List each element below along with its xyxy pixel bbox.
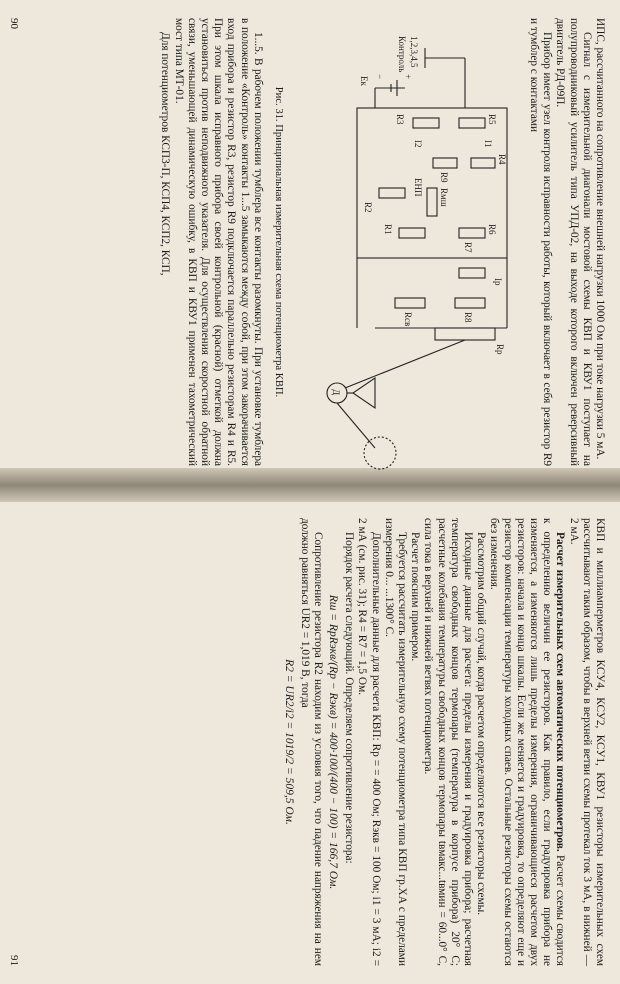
label-r2: R2 [362,202,373,213]
label-r5: R5 [486,114,497,125]
page-number: 91 [8,955,20,966]
circuit-diagram [293,18,525,486]
label-control: Контроль [396,36,407,73]
label-rsv: Rсв [402,312,413,327]
label-contacts: 1,2,3,4,5 [408,36,419,68]
page-number: 90 [8,18,20,29]
paragraph-4: Требуется рассчитать измерительную схему потенциометра типа КВП гр.ХА с пределами измерения 0... ...1300° С. [382,518,408,966]
figure-caption: Рис. 31. Принципиальная измерительная схема потенциометра КВП. [272,86,284,398]
paragraph-1: Рассмотрим общий случай, когда расчетом определяются все резисторы схемы. [475,532,488,916]
resistor-r5 [459,118,485,128]
paragraph-after: Сопротивление резистора R2 находим из условия того, что падение напряжения на нем должно равняться UR2 = 1,019 В, тогда [298,518,324,966]
label-r4: R4 [496,154,507,165]
body-text-1: 1...5. В рабочем положении тумблера все контакты разомкнуты. При установке тумблера в положение «Контроль» контакты 1...5 замыкаются между собой, при этом закорачивается вход прибора и резистор R3, резистор R9 подключается параллельно резисторам R4 и R5. При этом шкала исправного прибора своей контрольной (красной) отметкой должна установиться против неподвижного указателя. Для осуществления скоростной обратной связи, уменьшающей динамическую ошибку, в КВП и КВУ1 применен тахометрический мост типа МТ-01. [172,18,264,466]
paragraph-2: Исходные данные для расчета: пределы измерения и градуировка прибора; расчетная температура свободных концов термопары (температура в корпусе прибора) 20° С; расчетные колебания температуры свободных концов термопары tвмакс...tвмин = 60...0° С, сила тока в верхней и нижней ветвях потенциометра. [422,518,474,966]
label-r7: R7 [462,242,473,253]
label-rmsh: Rмш [438,188,449,207]
intro-text: КВП и миллиамперметров КСУ4, КСУ2, КСУ1, КВУ1 резисторы измерительных схем рассчитывают таким образом, чтобы в верхней ветви схемы протекал ток 3 мА, в нижней — 2 мА. [567,518,606,966]
formula-r2: R2 = UR2/i2 = 1019/2 = 509,5 Ом. [282,659,295,825]
section-heading-rest: Расчет схемы сводится к определению величин ее резисторов. Как правило, если градуировка прибора не изменяется, а изменяются лишь пределы измерения, ограничивающиеся расчетом двух резисторов: начала и конца шкалы. Если же меняется и градуировка, то определяют еще и резистор компенсации температуры холодных спаев. Остальные резисторы схемы остаются без изменения. [488,518,567,966]
label-r3: R3 [394,114,405,125]
label-r1: R1 [382,224,393,235]
label-r9: R9 [438,172,449,183]
section-heading: Расчет измерительных схем автоматических потенциометров. [554,532,567,852]
paragraph-3: Расчет поясним примером. [409,532,422,662]
intro-text-3: Прибор имеет узел контроля исправности работы, который включает в себя резистор R9 и тумблер с контактами [527,18,554,466]
intro-text-1: ИПС, рассчитанного на сопротивление внешней нагрузки 1000 Ом при токе нагрузки 5 мА. [594,18,606,460]
label-i2: I2 [412,140,423,148]
page-91 [10,508,610,976]
label-rp: Rр [494,344,505,355]
page-90 [10,8,610,476]
label-plus: + [402,74,413,80]
paragraph-6: Порядок расчета следующий. Определяем сопротивление резистора: [343,532,356,864]
label-r6: R6 [486,224,497,235]
label-i1: I1 [482,140,493,148]
intro-text-2: Сигнал с измерительной диагонали мостовой схемы КВП и КВУ1 поступает на полупроводниковый усилитель типа УПД-02, на выходе которого включен реверсивный двигатель РД-09П. [554,18,593,466]
paragraph-5: Дополнительные данные для расчета КВП: Rр = = 400 Ом; Rэкв = 100 Ом; i1 = 3 мА; i2 = 2 мА (см. рис. 31); R4 = R7 = 1,5 Ом. [356,518,382,966]
body-text-2: Для потенциометров КСП3-П, КСП4, КСП2, КСП, [159,32,172,276]
label-ek: Eк [358,76,369,86]
label-ip: Iр [492,278,503,286]
label-minus: − [374,74,385,80]
label-amp: ЕНП [412,178,423,197]
label-motor: Д [330,389,341,396]
label-r8: R8 [462,312,473,323]
formula-rsh: Rш = RрRэкв/(Rр − Rэкв) = 400·100/(400 − 100) = 166,7 Ом. [326,594,339,890]
